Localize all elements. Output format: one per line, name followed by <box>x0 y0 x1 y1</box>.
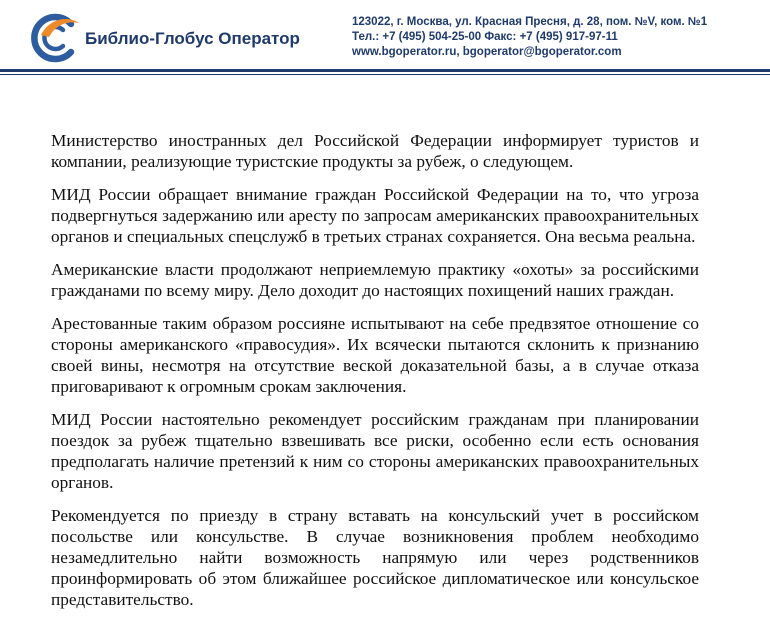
address-line: 123022, г. Москва, ул. Красная Пресня, д. 28, пом. №V, ком. №1 <box>352 16 708 28</box>
bg-operator-logo-icon <box>27 11 81 65</box>
header-divider-thin <box>0 74 770 75</box>
header-divider-thick <box>0 69 770 72</box>
paragraph-1: Министерство иностранных дел Российской Федерации информирует туристов и компании, реализующие туристские продукты за рубеж, о следующем. <box>51 131 699 171</box>
letterhead <box>0 0 770 76</box>
contact-block <box>352 15 707 60</box>
paragraph-4: Арестованные таким образом россияне испытывают на себе предвзятое отношение со стороны американского «правосудия». Их всячески пытаются склонить к признанию своей вины, несмотря на отсутствие веской доказательной базы, а в случае отказа приговаривают к огромным срокам заключения. <box>51 314 699 396</box>
paragraph-5: МИД России настоятельно рекомендует российским гражданам при планировании поездок за рубеж тщательно взвешивать все риски, особенно если есть основания предполагать наличие претензий к ним со стороны американских правоохранительных органов. <box>51 410 699 492</box>
paragraph-3: Американские власти продолжают неприемлемую практику «охоты» за российскими гражданами по всему миру. Дело доходит до настоящих похищений наших граждан. <box>51 260 699 300</box>
letter-body <box>51 130 699 622</box>
phone-fax-line: Тел.: +7 (495) 504-25-00 Факс: +7 (495) 917-97-11 <box>352 31 618 43</box>
company-name: Библио-Глобус Оператор <box>85 29 300 48</box>
paragraph-6: Рекомендуется по приезду в страну вставать на консульский учет в российском посольстве или консульстве. В случае возникновения проблем необходимо незамедлительно найти возможность напрямую или через родственников проинформировать об этом ближайшее российское дипломатическое или консульское представительство. <box>51 506 699 609</box>
paragraph-2: МИД России обращает внимание граждан Российской Федерации на то, что угроза подвергнуться задержанию или аресту по запросам американских правоохранительных органов и специальных спецслужб в третьих странах сохраняется. Она весьма реальна. <box>51 185 699 246</box>
web-email-line: www.bgoperator.ru, bgoperator@bgoperator.com <box>352 46 622 58</box>
